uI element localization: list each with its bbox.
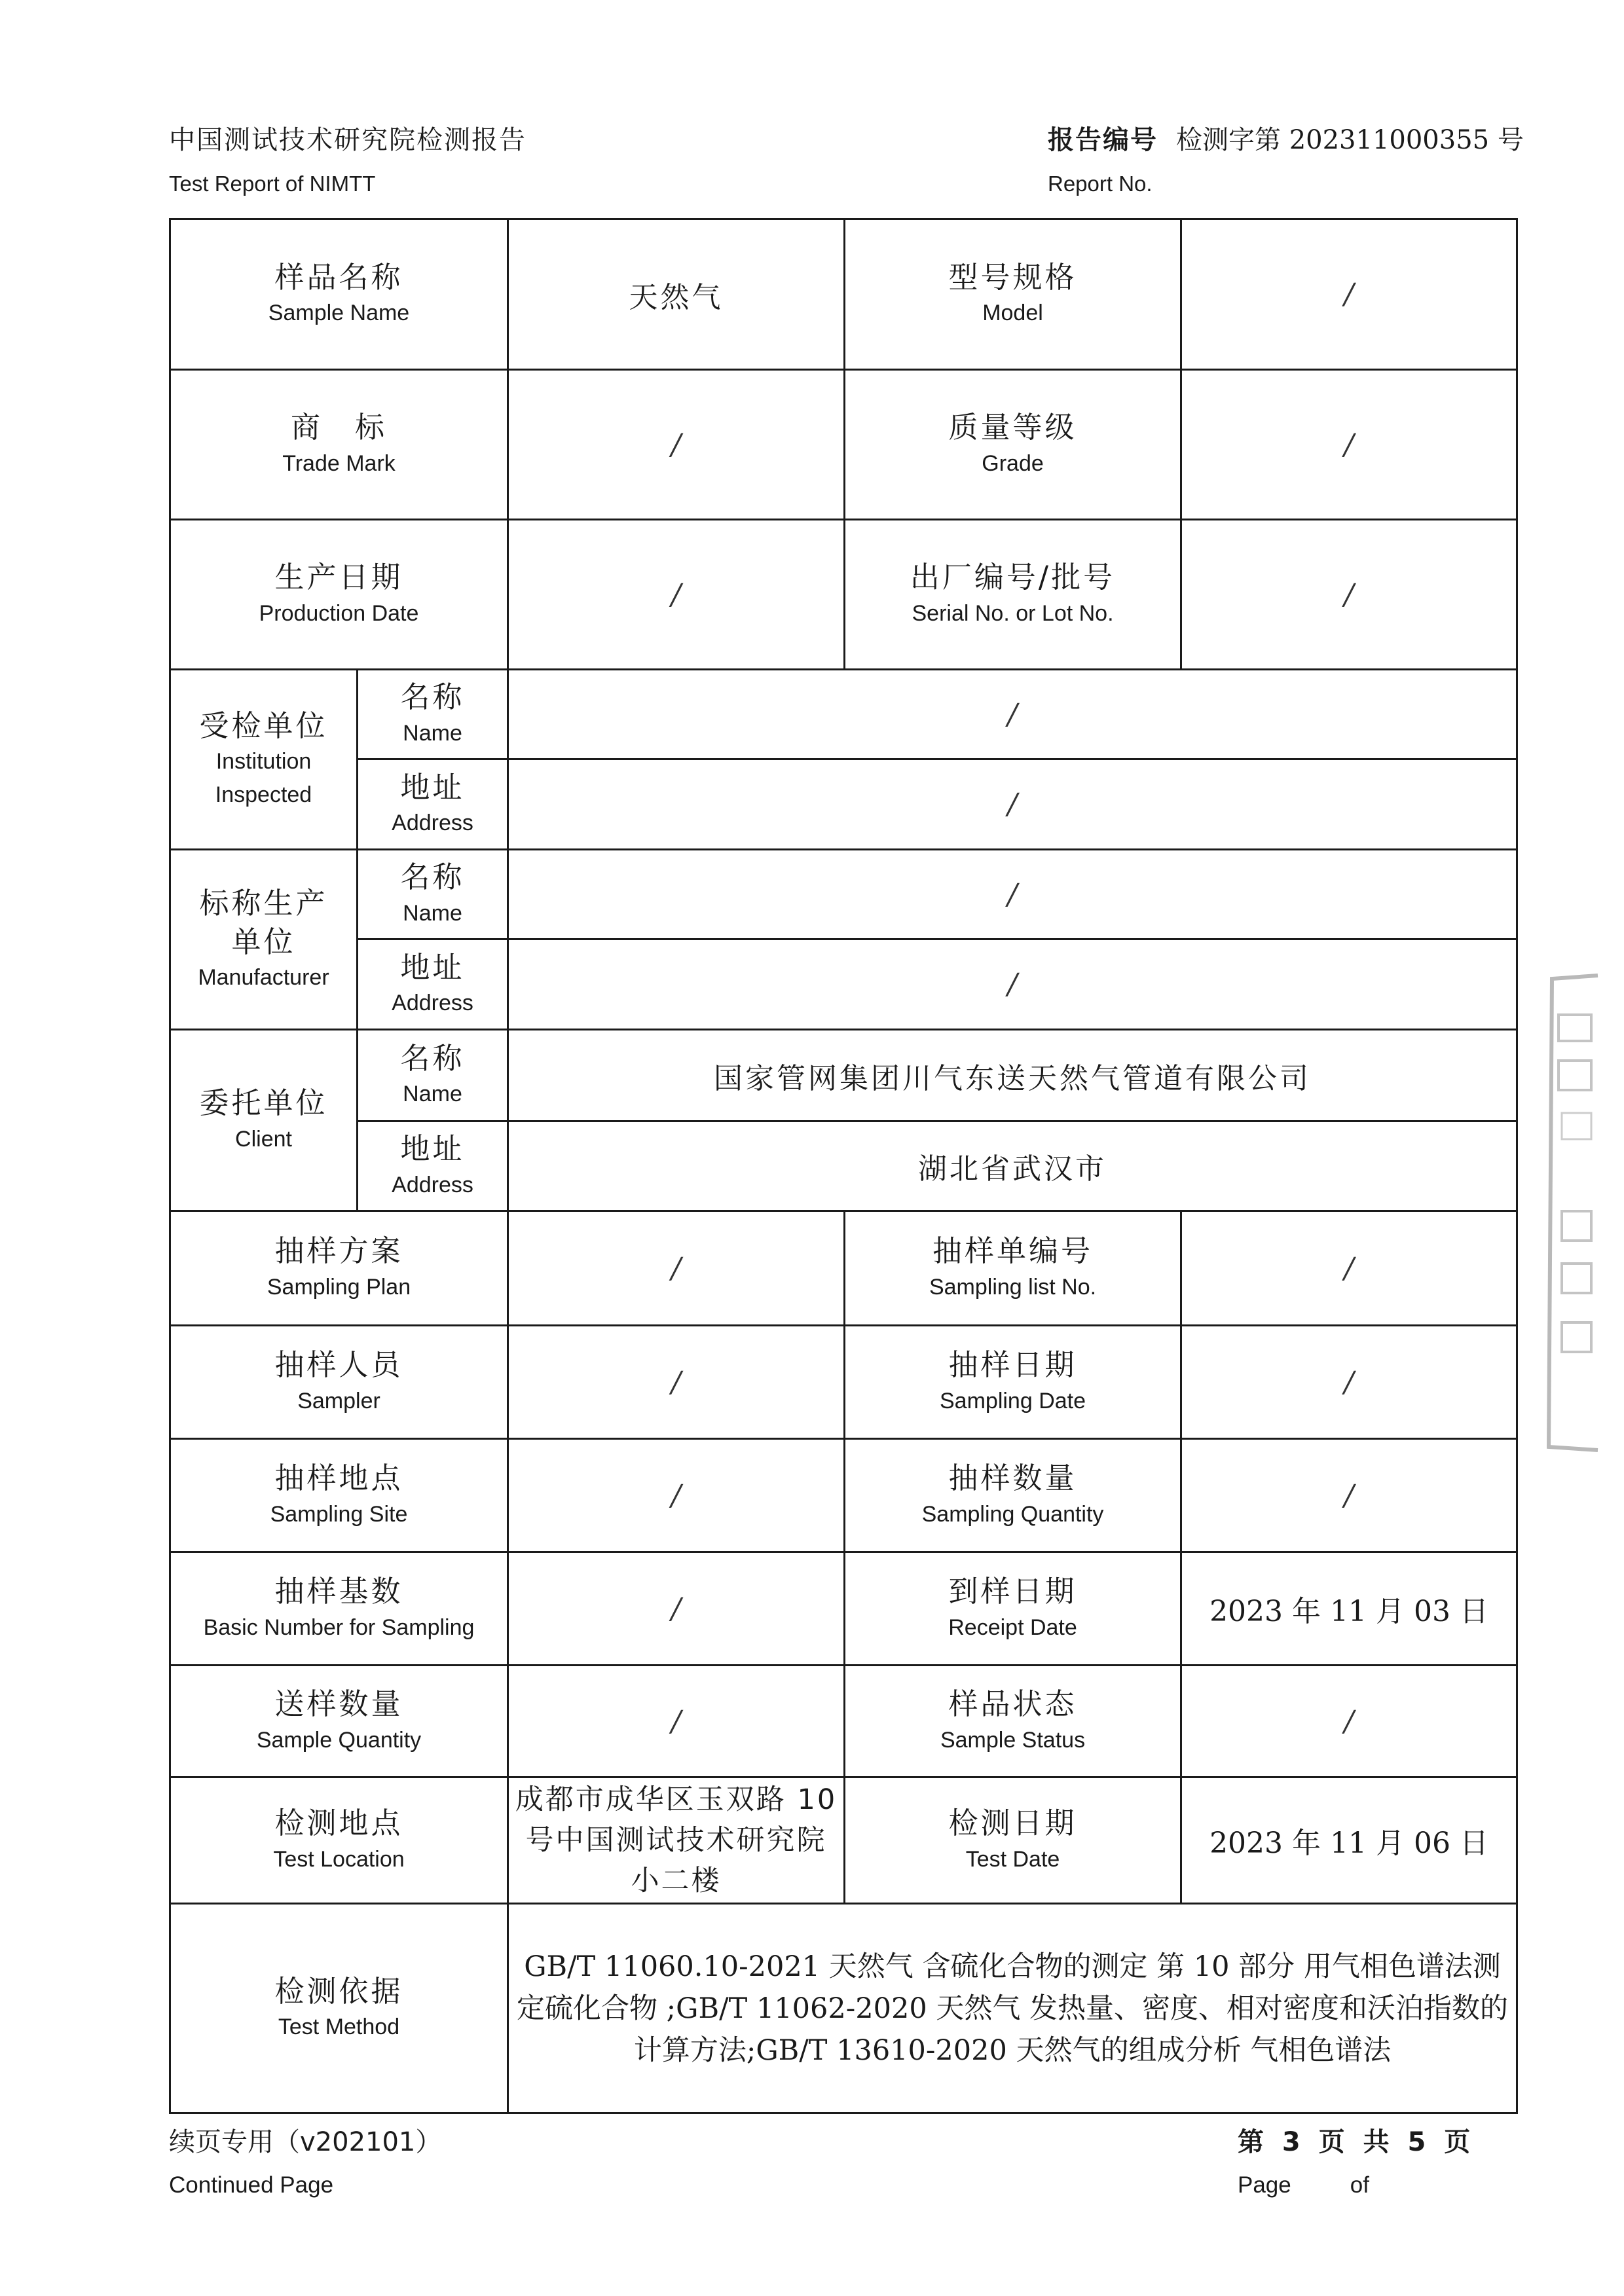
receipt-date-label: 到样日期 Receipt Date — [845, 1552, 1181, 1666]
receipt-date-value: 2023 年 11 月 03 日 — [1181, 1552, 1517, 1666]
institute-title-en: Test Report of NIMTT — [169, 172, 376, 196]
client-label: 委托单位 Client — [170, 1030, 358, 1211]
table-row — [170, 1211, 1517, 1326]
client-address-label: 地址 Address — [358, 1121, 508, 1211]
sample-quantity-label: 送样数量 Sample Quantity — [170, 1666, 508, 1777]
table-row — [170, 1121, 1517, 1211]
manufacturer-name-label: 名称 Name — [358, 850, 508, 939]
sample-status-label: 样品状态 Sample Status — [845, 1666, 1181, 1777]
table-row — [170, 219, 1517, 370]
test-location-label: 检测地点 Test Location — [170, 1777, 508, 1904]
production-date-value: / — [508, 520, 845, 670]
model-label: 型号规格 Model — [845, 219, 1181, 370]
report-number — [1048, 119, 1524, 156]
sampling-date-value: / — [1181, 1326, 1517, 1439]
continued-page-label-zh: 续页专用（v202101） — [169, 2127, 442, 2157]
sampler-value: / — [508, 1326, 845, 1439]
sampling-quantity-label: 抽样数量 Sampling Quantity — [845, 1439, 1181, 1552]
sample-status-value: / — [1181, 1666, 1517, 1777]
table-row — [170, 759, 1517, 850]
report-info-table — [169, 218, 1518, 2114]
inspected-name-value: / — [508, 670, 1517, 759]
page-number-en — [1238, 2172, 1428, 2198]
grade-label: 质量等级 Grade — [845, 370, 1181, 520]
manufacturer-label: 标称生产 单位 Manufacturer — [170, 850, 358, 1030]
sample-name-label: 样品名称 Sample Name — [170, 219, 508, 370]
grade-value: / — [1181, 370, 1517, 520]
sampler-label: 抽样人员 Sampler — [170, 1326, 508, 1439]
sampling-plan-label: 抽样方案 Sampling Plan — [170, 1211, 508, 1326]
table-row — [170, 1439, 1517, 1552]
table-row — [170, 520, 1517, 670]
page-word: Page — [1238, 2172, 1291, 2198]
client-address-value: 湖北省武汉市 — [508, 1121, 1517, 1211]
sampling-quantity-value: / — [1181, 1439, 1517, 1552]
trade-mark-value: / — [508, 370, 845, 520]
sample-name-value: 天然气 — [508, 219, 845, 370]
report-number-label-en: Report No. — [1048, 172, 1153, 196]
sampling-site-value: / — [508, 1439, 845, 1552]
client-name-label: 名称 Name — [358, 1030, 508, 1121]
production-date-label: 生产日期 Production Date — [170, 520, 508, 670]
table-row — [170, 1666, 1517, 1777]
inspected-name-label: 名称 Name — [358, 670, 508, 759]
test-date-label: 检测日期 Test Date — [845, 1777, 1181, 1904]
test-method-value: GB/T 11060.10-2021 天然气 含硫化合物的测定 第 10 部分 用气相色谱法测定硫化合物 ;GB/T 11062-2020 天然气 发热量、密度、相对密度和沃泊指数的计算方法;GB/T 13610-2020 天然气的组成分析 气相色谱法 — [508, 1904, 1517, 2113]
trade-mark-label: 商 标 Trade Mark — [170, 370, 508, 520]
test-method-label: 检测依据 Test Method — [170, 1904, 508, 2113]
manufacturer-address-label: 地址 Address — [358, 939, 508, 1030]
model-value: / — [1181, 219, 1517, 370]
table-row — [170, 1326, 1517, 1439]
report-number-label: 报告编号 — [1048, 125, 1158, 155]
manufacturer-name-value: / — [508, 850, 1517, 939]
sampling-list-no-label: 抽样单编号 Sampling list No. — [845, 1211, 1181, 1326]
continued-page-label-en: Continued Page — [169, 2172, 334, 2198]
of-word: of — [1350, 2172, 1369, 2198]
seal-stamp-icon — [1526, 962, 1604, 1467]
table-row — [170, 939, 1517, 1030]
test-location-value: 成都市成华区玉双路 10 号中国测试技术研究院小二楼 — [508, 1777, 845, 1904]
sampling-date-label: 抽样日期 Sampling Date — [845, 1326, 1181, 1439]
table-row — [170, 1777, 1517, 1904]
inspected-address-label: 地址 Address — [358, 759, 508, 850]
serial-no-label: 出厂编号/批号 Serial No. or Lot No. — [845, 520, 1181, 670]
table-row — [170, 1030, 1517, 1121]
serial-no-value: / — [1181, 520, 1517, 670]
table-row — [170, 370, 1517, 520]
table-row — [170, 850, 1517, 939]
client-name-value: 国家管网集团川气东送天然气管道有限公司 — [508, 1030, 1517, 1121]
inspected-institution-label: 受检单位 Institution Inspected — [170, 670, 358, 850]
basic-number-label: 抽样基数 Basic Number for Sampling — [170, 1552, 508, 1666]
table-row — [170, 670, 1517, 759]
table-row — [170, 1552, 1517, 1666]
test-date-value: 2023 年 11 月 06 日 — [1181, 1777, 1517, 1904]
manufacturer-address-value: / — [508, 939, 1517, 1030]
sampling-site-label: 抽样地点 Sampling Site — [170, 1439, 508, 1552]
page-number: 第 3 页 共 5 页 — [1238, 2127, 1471, 2157]
institute-title-zh: 中国测试技术研究院检测报告 — [169, 125, 526, 155]
report-number-value: 检测字第 202311000355 号 — [1176, 125, 1524, 155]
sampling-list-no-value: / — [1181, 1211, 1517, 1326]
basic-number-value: / — [508, 1552, 845, 1666]
sampling-plan-value: / — [508, 1211, 845, 1326]
inspected-address-value: / — [508, 759, 1517, 850]
table-row — [170, 1904, 1517, 2113]
sample-quantity-value: / — [508, 1666, 845, 1777]
